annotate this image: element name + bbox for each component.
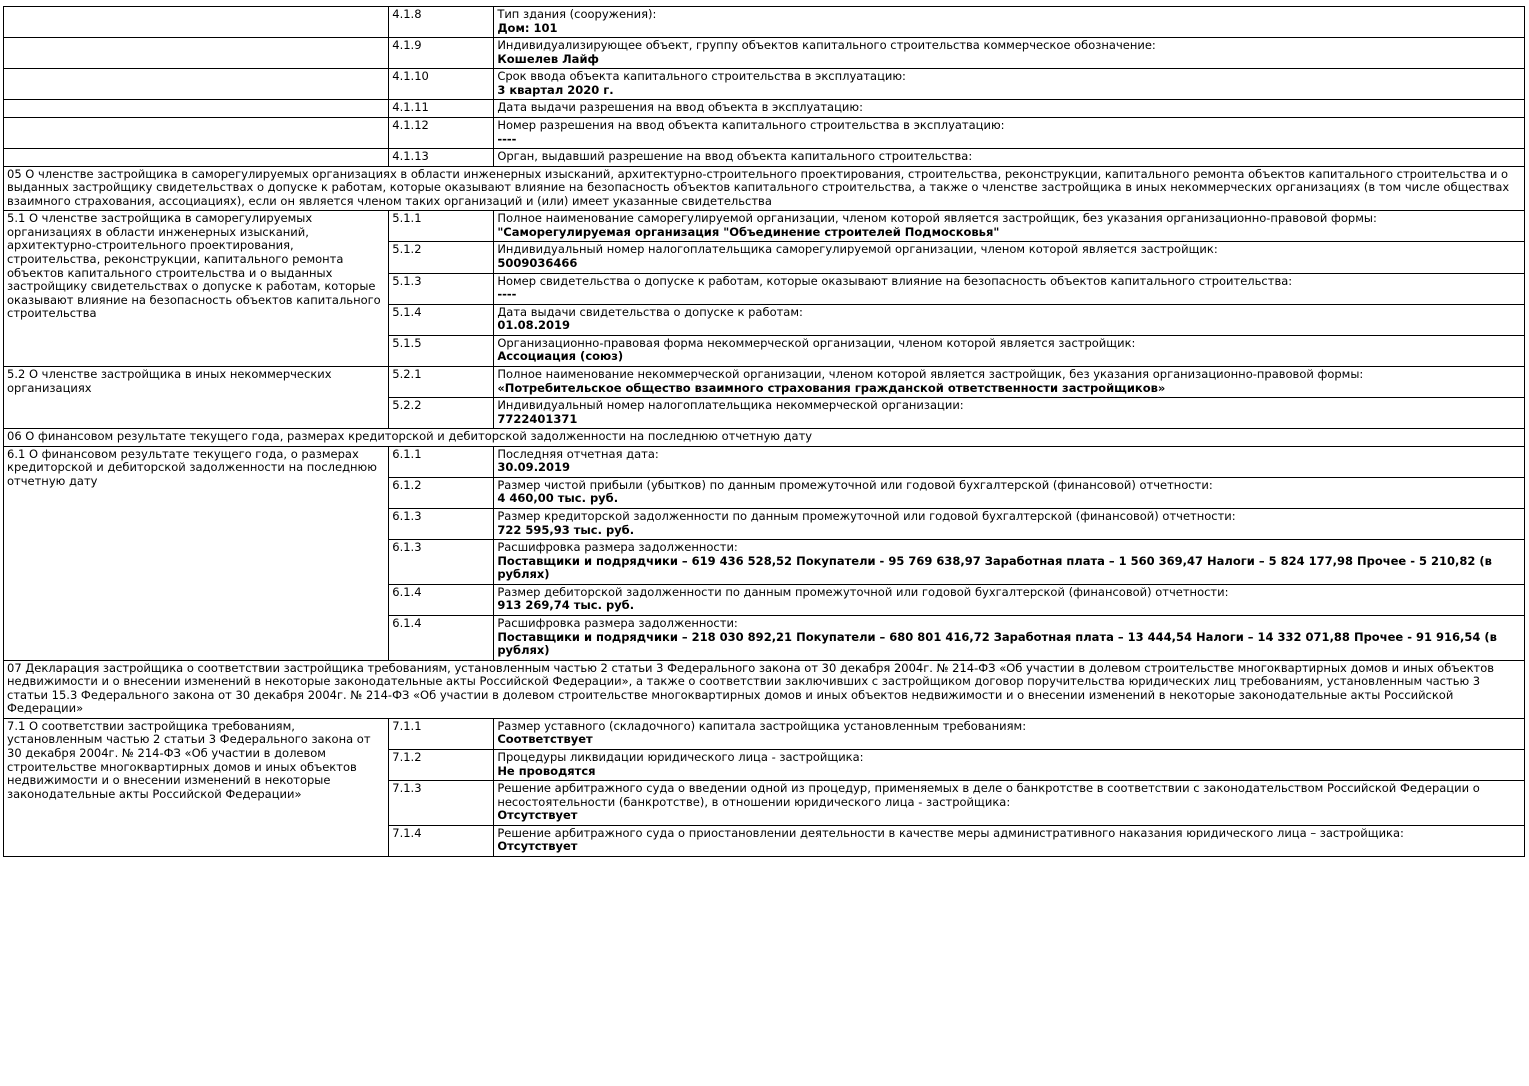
row-category-cell — [4, 100, 389, 118]
field-label: Решение арбитражного суда о приостановлении деятельности в качестве меры административного наказания юридического лица – застройщика: — [497, 825, 1404, 840]
row-number-cell: 7.1.2 — [389, 750, 494, 781]
field-value: Отсутствует — [497, 839, 578, 854]
field-label: Номер разрешения на ввод объекта капитального строительства в эксплуатацию: — [497, 117, 1005, 132]
row-category-cell: 5.2 О членстве застройщика в иных некоммерческих организациях — [4, 366, 389, 428]
row-content-cell — [494, 100, 1525, 118]
field-label: Организационно-правовая форма некоммерческой организации, членом которой является застройщик: — [497, 335, 1136, 350]
row-number-cell: 5.1.5 — [389, 335, 494, 366]
row-number-cell: 7.1.4 — [389, 825, 494, 856]
field-label: Орган, выдавший разрешение на ввод объекта капитального строительства: — [497, 149, 973, 164]
declaration-table — [3, 6, 1525, 857]
field-value: 913 269,74 тыс. руб. — [497, 598, 635, 613]
row-number-cell: 4.1.12 — [389, 117, 494, 148]
table-row — [4, 718, 1525, 749]
table-body — [4, 7, 1525, 857]
section-heading: 07 Декларация застройщика о соответствии застройщика требованиям, установленным частью 2 статьи 3 Федерального закона от 30 декабря 2004г. № 214-ФЗ «Об участии в долевом строительстве многоквартирных домов и иных объектов недвижимости и о внесении изменений в некоторые законодательные акты Российской Федерации», а также о соответствии заключивших с застройщиком договор поручительства юридических лиц требованиям, установленным частью 3 статьи 15.3 Федерального закона от 30 декабря 2004г. № 214-ФЗ «Об участии в долевом строительстве многоквартирных домов и иных объектов недвижимости и о внесении изменений в некоторые законодательные акты Российской Федерации» — [4, 660, 1525, 718]
field-label: Индивидуальный номер налогоплательщика некоммерческой организации: — [497, 398, 964, 413]
field-label: Расшифровка размера задолженности: — [497, 615, 738, 630]
row-content-cell — [494, 615, 1525, 660]
field-value: Поставщики и подрядчики – 619 436 528,52 Покупатели - 95 769 638,97 Заработная плата – 1 560 369,47 Налоги – 5 824 177,98 Прочее - 5 210,82 (в рублях) — [497, 553, 1492, 582]
row-category-cell — [4, 69, 389, 100]
row-category-cell: 6.1 О финансовом результате текущего года, о размерах кредиторской и дебиторской задолженности на последнюю отчетную дату — [4, 446, 389, 660]
row-category-cell — [4, 38, 389, 69]
row-category-cell — [4, 7, 389, 38]
table-row — [4, 366, 1525, 397]
table-row — [4, 211, 1525, 242]
field-value: "Саморегулируемая организация "Объединение строителей Подмосковья" — [497, 224, 1000, 239]
field-label: Тип здания (сооружения): — [497, 7, 657, 21]
table-row — [4, 100, 1525, 118]
field-value: 7722401371 — [497, 411, 578, 426]
table-row — [4, 7, 1525, 38]
row-number-cell: 5.1.2 — [389, 242, 494, 273]
row-category-cell: 7.1 О соответствии застройщика требованиям, установленным частью 2 статьи 3 Федерального закона от 30 декабря 2004г. № 214-ФЗ «Об участии в долевом строительстве многоквартирных домов и иных объектов недвижимости и о внесении изменений в некоторые законодательные акты Российской Федерации» — [4, 718, 389, 856]
row-content-cell — [494, 366, 1525, 397]
row-number-cell: 6.1.1 — [389, 446, 494, 477]
table-section-row — [4, 660, 1525, 718]
field-label: Индивидуальный номер налогоплательщика саморегулируемой организации, членом которой является застройщик: — [497, 242, 1218, 257]
row-content-cell — [494, 335, 1525, 366]
row-content-cell — [494, 117, 1525, 148]
table-section-row — [4, 429, 1525, 447]
row-number-cell: 5.1.1 — [389, 211, 494, 242]
field-label: Дата выдачи свидетельства о допуске к работам: — [497, 304, 803, 319]
row-content-cell — [494, 825, 1525, 856]
field-label: Решение арбитражного суда о введении одной из процедур, применяемых в деле о банкротстве в соответствии с законодательством Российской Федерации о несостоятельности (банкротстве), в отношении юридического лица - застройщика: — [497, 781, 1480, 809]
row-number-cell: 4.1.9 — [389, 38, 494, 69]
field-label: Размер кредиторской задолженности по данным промежуточной или годовой бухгалтерской (финансовой) отчетности: — [497, 509, 1236, 523]
field-label: Размер чистой прибыли (убытков) по данным промежуточной или годовой бухгалтерской (финансовой) отчетности: — [497, 477, 1213, 492]
field-label: Номер свидетельства о допуске к работам, которые оказывают влияние на безопасность объектов капитального строительства: — [497, 273, 1293, 288]
field-value: «Потребительское общество взаимного страхования гражданской ответственности застройщиков» — [497, 380, 1166, 395]
row-content-cell — [494, 718, 1525, 749]
row-number-cell: 7.1.1 — [389, 718, 494, 749]
row-content-cell — [494, 477, 1525, 508]
row-category-cell: 5.1 О членстве застройщика в саморегулируемых организациях в области инженерных изысканий, архитектурно-строительного проектирования, строительства, реконструкции, капитального ремонта объектов капитального строительства и о выданных застройщику свидетельствах о допуске к работам, которые оказывают влияние на безопасность объектов капитального строительства — [4, 211, 389, 367]
field-value: Поставщики и подрядчики – 218 030 892,21 Покупатели – 680 801 416,72 Заработная плата – 13 444,54 Налоги – 14 332 071,88 Прочее - 91 916,54 (в рублях) — [497, 629, 1497, 658]
field-label: Размер дебиторской задолженности по данным промежуточной или годовой бухгалтерской (финансовой) отчетности: — [497, 584, 1229, 599]
field-value: Отсутствует — [497, 808, 578, 823]
field-value: ---- — [497, 131, 517, 146]
row-content-cell — [494, 509, 1525, 540]
row-content-cell — [494, 242, 1525, 273]
row-number-cell: 4.1.11 — [389, 100, 494, 118]
row-number-cell: 5.2.1 — [389, 366, 494, 397]
row-content-cell — [494, 69, 1525, 100]
field-label: Срок ввода объекта капитального строительства в эксплуатацию: — [497, 69, 906, 84]
table-row — [4, 38, 1525, 69]
row-content-cell — [494, 446, 1525, 477]
field-value: 5009036466 — [497, 256, 578, 270]
row-category-cell — [4, 149, 389, 167]
table-section-row — [4, 166, 1525, 211]
row-number-cell: 6.1.4 — [389, 584, 494, 615]
field-label: Размер уставного (складочного) капитала застройщика установленным требованиям: — [497, 718, 1027, 733]
row-number-cell: 4.1.13 — [389, 149, 494, 167]
field-value: Соответствует — [497, 732, 593, 747]
field-label: Полное наименование саморегулируемой организации, членом которой является застройщик, без указания организационно-правовой формы: — [497, 211, 1377, 226]
row-content-cell — [494, 273, 1525, 304]
row-content-cell — [494, 7, 1525, 38]
field-value: 722 595,93 тыс. руб. — [497, 522, 635, 537]
document-page — [0, 6, 1529, 1086]
row-content-cell — [494, 38, 1525, 69]
field-value: Не проводятся — [497, 763, 596, 778]
field-value: ---- — [497, 287, 517, 302]
row-number-cell: 6.1.3 — [389, 509, 494, 540]
row-number-cell: 6.1.2 — [389, 477, 494, 508]
field-value: 01.08.2019 — [497, 318, 571, 333]
row-number-cell: 4.1.8 — [389, 7, 494, 38]
row-content-cell — [494, 211, 1525, 242]
row-content-cell — [494, 540, 1525, 585]
field-value: 3 квартал 2020 г. — [497, 82, 614, 97]
field-value: Ассоциация (союз) — [497, 349, 624, 364]
table-row — [4, 117, 1525, 148]
row-content-cell — [494, 304, 1525, 335]
table-row — [4, 69, 1525, 100]
row-category-cell — [4, 117, 389, 148]
field-label: Последняя отчетная дата: — [497, 446, 659, 461]
row-number-cell: 4.1.10 — [389, 69, 494, 100]
field-label: Полное наименование некоммерческой организации, членом которой является застройщик, без указания организационно-правовой формы: — [497, 366, 1364, 381]
section-heading: 06 О финансовом результате текущего года, размерах кредиторской и дебиторской задолженности на последнюю отчетную дату — [4, 429, 1525, 447]
field-label: Процедуры ликвидации юридического лица - застройщика: — [497, 750, 864, 764]
table-row — [4, 446, 1525, 477]
table-row — [4, 149, 1525, 167]
row-content-cell — [494, 149, 1525, 167]
section-heading: 05 О членстве застройщика в саморегулируемых организациях в области инженерных изысканий, архитектурно-строительного проектирования, строительства, реконструкции, капитального ремонта объектов капитального строительства и о выданных застройщику свидетельствах о допуске к работам, которые оказывают влияние на безопасность объектов капитального строительства, а также о членстве застройщика в иных некоммерческих организациях (в том числе обществах взаимного страхования, ассоциациях), если он является членом таких организаций и (или) имеет указанные свидетельства — [4, 166, 1525, 211]
row-content-cell — [494, 398, 1525, 429]
row-number-cell: 6.1.3 — [389, 540, 494, 585]
field-label: Дата выдачи разрешения на ввод объекта в эксплуатацию: — [497, 100, 863, 115]
row-number-cell: 5.2.2 — [389, 398, 494, 429]
field-label: Расшифровка размера задолженности: — [497, 540, 738, 555]
row-number-cell: 5.1.3 — [389, 273, 494, 304]
row-number-cell: 5.1.4 — [389, 304, 494, 335]
row-content-cell — [494, 781, 1525, 826]
row-content-cell — [494, 750, 1525, 781]
field-value: 4 460,00 тыс. руб. — [497, 491, 619, 506]
row-content-cell — [494, 584, 1525, 615]
field-value: Кошелев Лайф — [497, 51, 599, 66]
field-value: Дом: 101 — [497, 20, 558, 35]
row-number-cell: 6.1.4 — [389, 615, 494, 660]
row-number-cell: 7.1.3 — [389, 781, 494, 826]
field-label: Индивидуализирующее объект, группу объектов капитального строительства коммерческое обозначение: — [497, 38, 1156, 53]
field-value: 30.09.2019 — [497, 460, 571, 475]
